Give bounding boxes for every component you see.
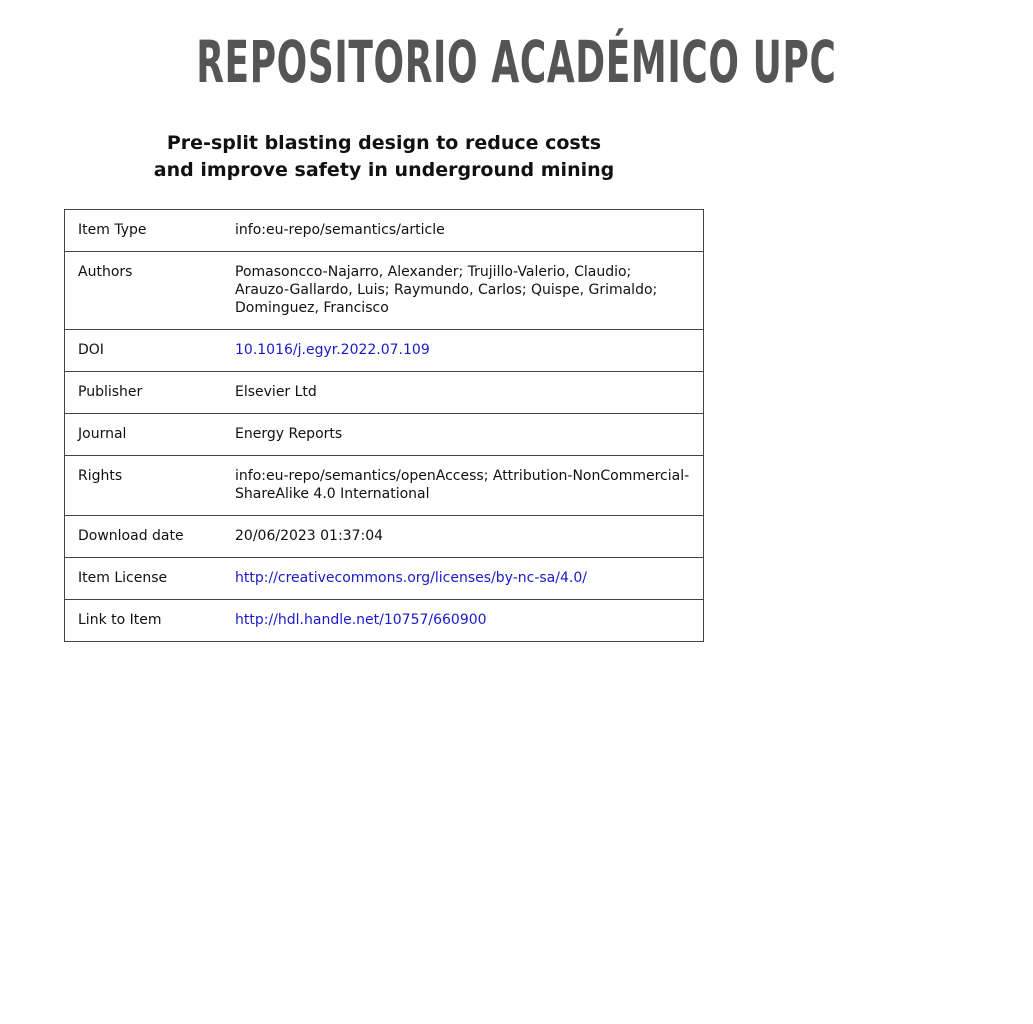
link-to-item-label: Link to Item: [65, 600, 226, 642]
table-row-journal: [65, 414, 704, 456]
download-date-value: 20/06/2023 01:37:04: [225, 516, 704, 558]
repository-logo-text: REPOSITORIO ACADÉMICO UPC: [196, 28, 837, 96]
table-row-item-type: [65, 210, 704, 252]
rights-label: Rights: [65, 456, 226, 516]
table-row-doi: [65, 330, 704, 372]
table-row-publisher: [65, 372, 704, 414]
item-license-label: Item License: [65, 558, 226, 600]
download-date-label: Download date: [65, 516, 226, 558]
item-type-value: info:eu-repo/semantics/article: [225, 210, 704, 252]
table-row-rights: [65, 456, 704, 516]
publisher-label: Publisher: [65, 372, 226, 414]
document-title-line-2: and improve safety in underground mining: [153, 159, 615, 181]
metadata-table: [64, 209, 704, 642]
table-row-authors: [65, 252, 704, 330]
doi-label: DOI: [65, 330, 226, 372]
doi-cell: [225, 330, 704, 372]
table-row-download-date: [65, 516, 704, 558]
doi-link[interactable]: 10.1016/j.egyr.2022.07.109: [235, 342, 430, 358]
link-to-item-cell: [225, 600, 704, 642]
document-title: [0, 130, 768, 184]
item-license-cell: [225, 558, 704, 600]
rights-value: info:eu-repo/semantics/openAccess; Attribution-NonCommercial-ShareAlike 4.0 International: [225, 456, 704, 516]
table-row-link-to-item: [65, 600, 704, 642]
journal-label: Journal: [65, 414, 226, 456]
repository-banner: [0, 26, 837, 98]
journal-value: Energy Reports: [225, 414, 704, 456]
item-type-label: Item Type: [65, 210, 226, 252]
document-title-line-1: Pre-split blasting design to reduce costs: [166, 132, 602, 154]
authors-value: Pomasoncco-Najarro, Alexander; Trujillo-Valerio, Claudio; Arauzo-Gallardo, Luis; Raymundo, Carlos; Quispe, Grimaldo; Dominguez, Francisco: [225, 252, 704, 330]
link-to-item-link[interactable]: http://hdl.handle.net/10757/660900: [235, 612, 487, 628]
item-license-link[interactable]: http://creativecommons.org/licenses/by-nc-sa/4.0/: [235, 570, 587, 586]
publisher-value: Elsevier Ltd: [225, 372, 704, 414]
table-row-item-license: [65, 558, 704, 600]
authors-label: Authors: [65, 252, 226, 330]
